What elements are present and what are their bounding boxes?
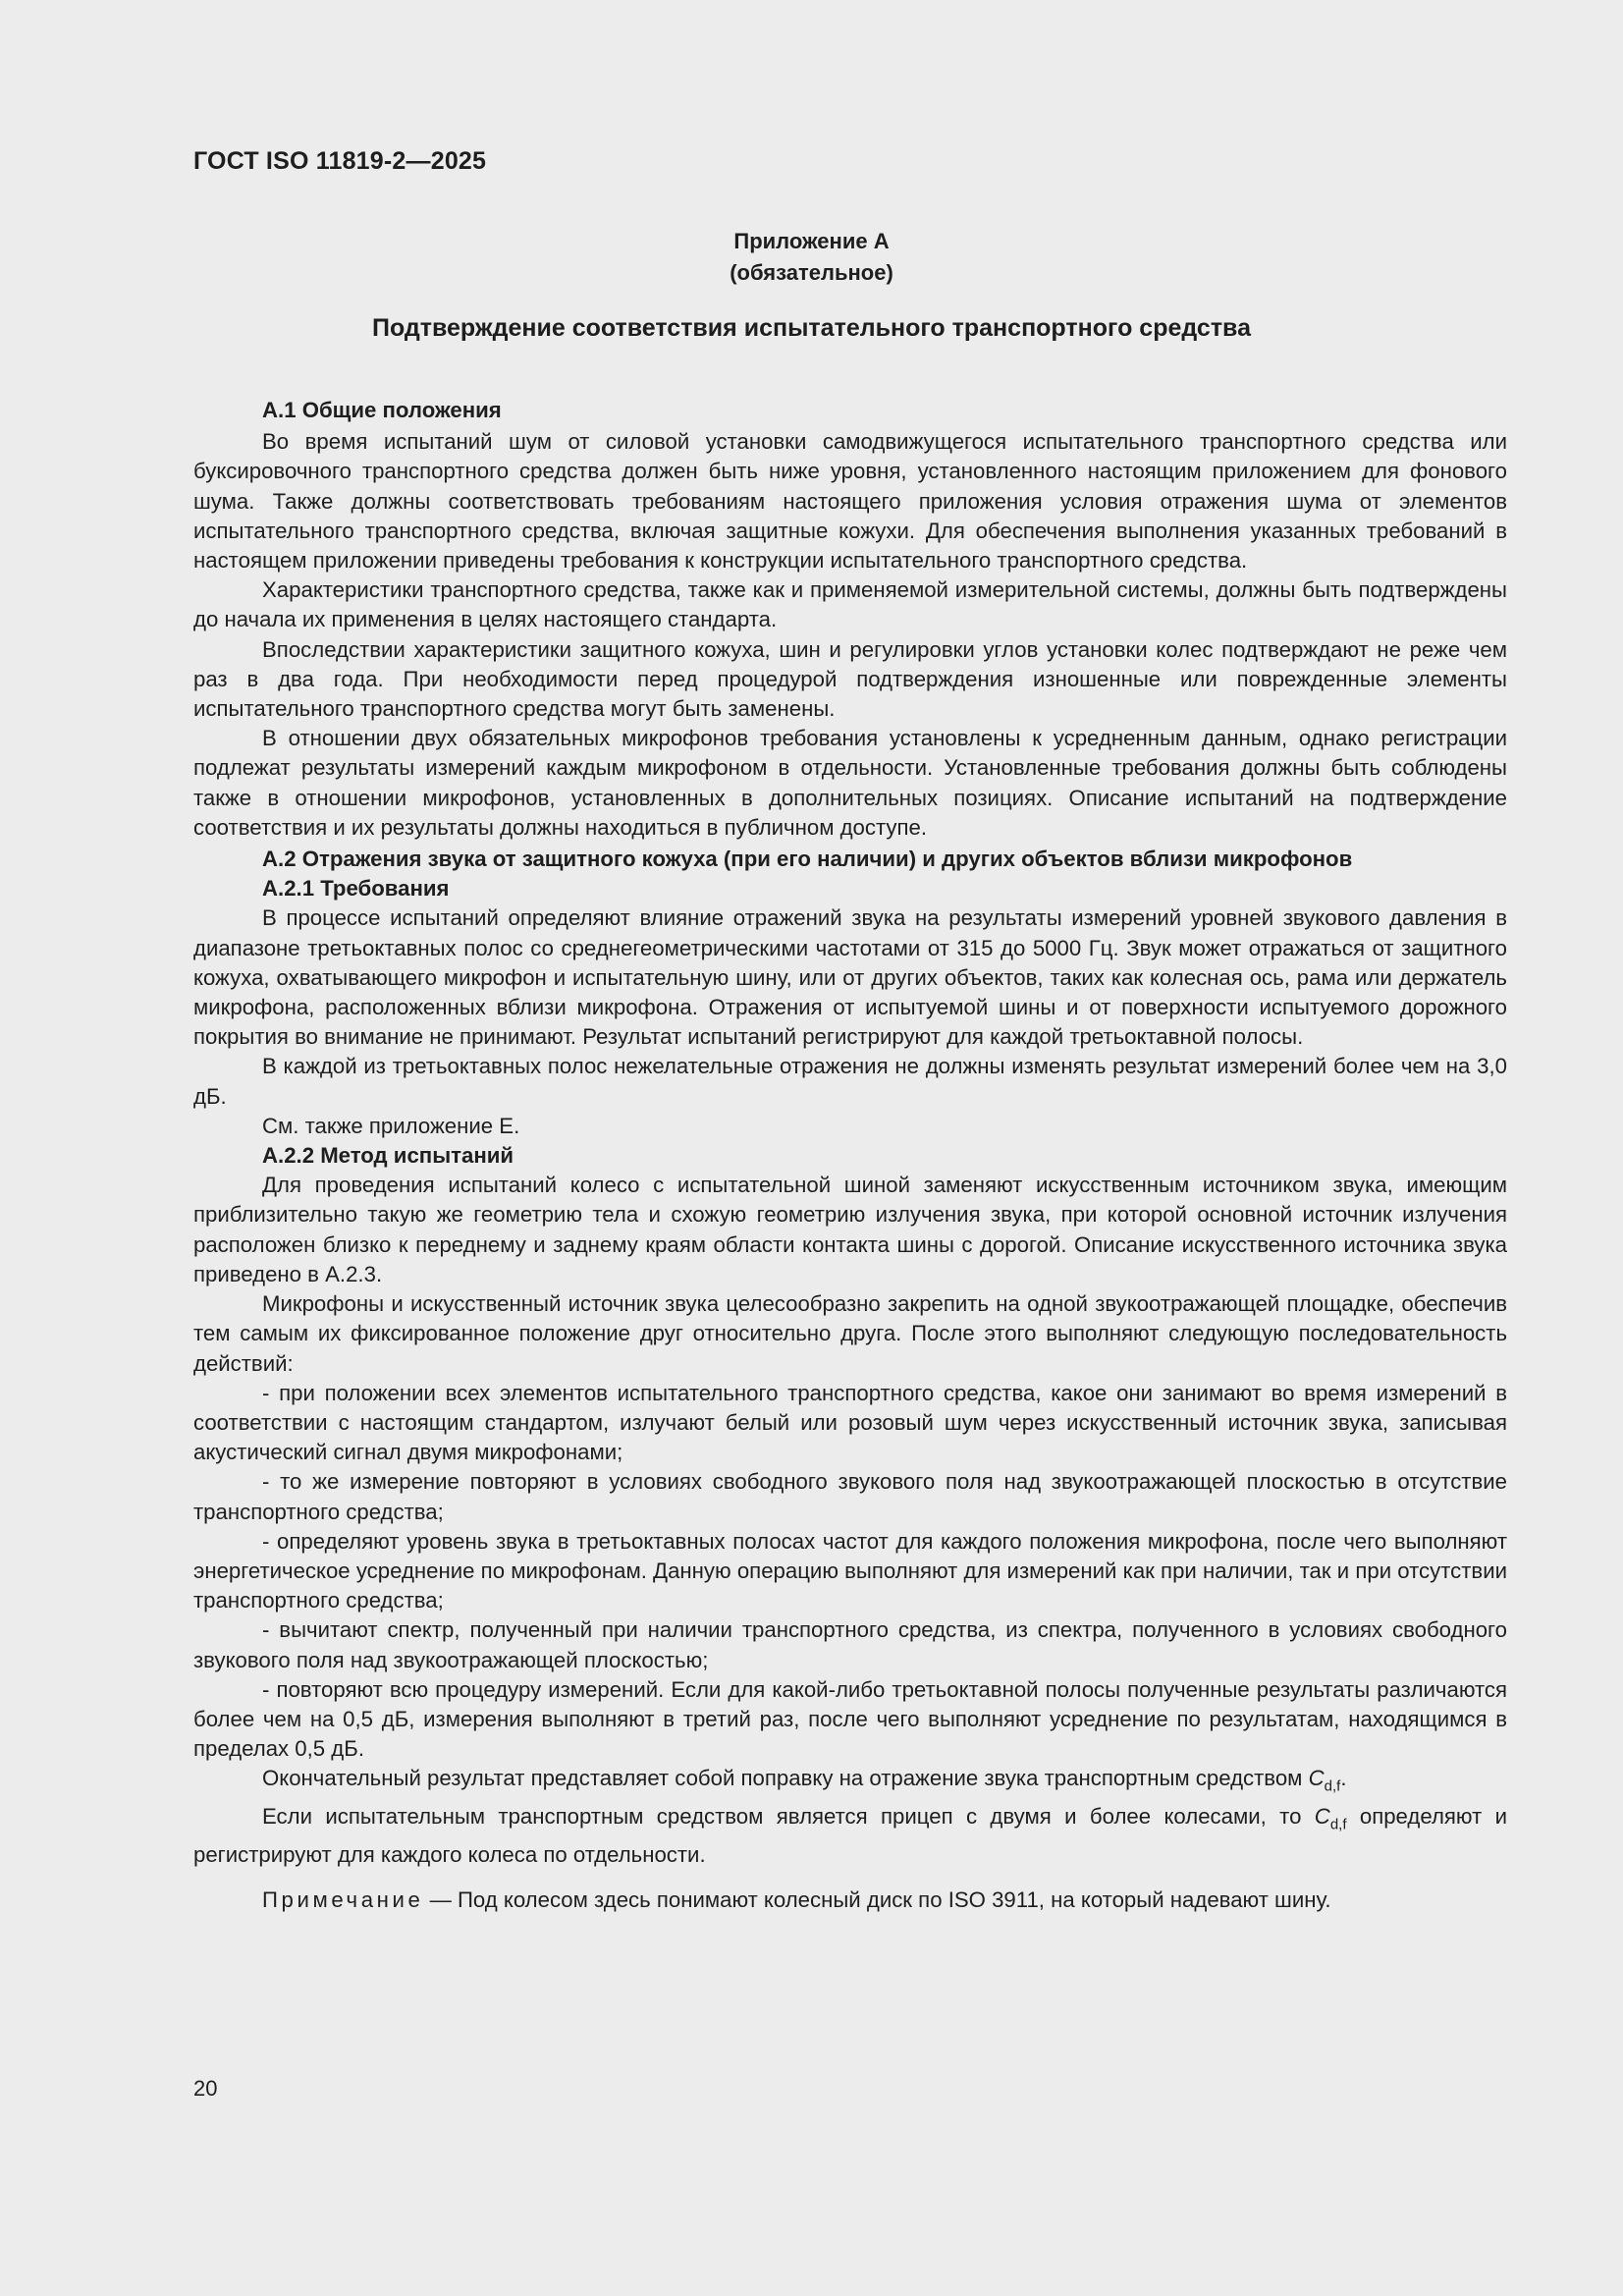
annex-title: Подтверждение соответствия испытательного транспортного средства	[371, 314, 1252, 342]
paragraph-trailer	[193, 1802, 1507, 1870]
annex-heading	[0, 226, 1623, 289]
paragraph: Характеристики транспортного средства, также как и применяемой измерительной системы, должны быть подтверждены до начала их применения в целях настоящего стандарта.	[193, 577, 1507, 632]
paragraph: Во время испытаний шум от силовой установки самодвижущегося испытательного транспортного средства или буксировочного транспортного средства должен быть ниже уровня, установленного настоящим приложением для фонового шума. Также должны соответствовать требованиям настоящего приложения условия отражения шума от элементов испытательного транспортного средства, включая защитные кожухи. Для обеспечения выполнения указанных требований в настоящем приложении приведены требования к конструкции испытательного транспортного средства.	[193, 429, 1507, 574]
formula-symbol: $C_{d,f}$	[1314, 1803, 1347, 1833]
list-item: - повторяют всю процедуру измерений. Если для какой-либо третьоктавной полосы полученные результаты различаются более чем на 0,5 дБ, измерения выполняют в третий раз, после чего выполняют усреднение по результатам, находящимся в пределах 0,5 дБ.	[193, 1676, 1507, 1762]
document-body	[193, 391, 1507, 1915]
list-item: - определяют уровень звука в третьоктавных полосах частот для каждого положения микрофона, после чего выполняют энергетическое усреднение по микрофонам. Данную операцию выполняют для измерений как при наличии, так и при отсутствии транспортного средства;	[193, 1528, 1507, 1613]
paragraph-final-result	[193, 1764, 1507, 1802]
paragraph: См. также приложение Е.	[262, 1113, 520, 1138]
section-heading-a1: А.1 Общие положения	[262, 398, 502, 422]
document-code: ГОСТ ISO 11819-2—2025	[193, 147, 487, 175]
text-run: определяют и регистрируют для каждого колеса по отдельности.	[193, 1803, 1507, 1867]
list-item: - то же измерение повторяют в условиях свободного звукового поля над звукоотражающей плоскостью в отсутствие транспортного средства;	[193, 1469, 1507, 1524]
subsection-heading-a21: А.2.1 Требования	[262, 876, 450, 902]
note	[193, 1886, 1507, 1915]
text-run: Окончательный результат представляет собой поправку на отражение звука транспортным средством	[262, 1766, 1309, 1791]
paragraph: Для проведения испытаний колесо с испытательной шиной заменяют искусственным источником звука, имеющим приблизительно такую же геометрию тела и схожую геометрию излучения звука, при которой основной источник излучения расположен близко к переднему и заднему краям области контакта шины с дорогой. Описание искусственного источника звука приведено в А.2.3.	[193, 1173, 1507, 1286]
list-item: - вычитают спектр, полученный при наличии транспортного средства, из спектра, полученного в условиях свободного звукового поля над звукоотражающей плоскостью;	[193, 1617, 1507, 1672]
paragraph: В каждой из третьоктавных полос нежелательные отражения не должны изменять результат измерений более чем на 3,0 дБ.	[193, 1054, 1507, 1109]
annex-status: (обязательное)	[730, 260, 893, 285]
note-text: — Под колесом здесь понимают колесный диск по ISO 3911, на который надевают шину.	[423, 1886, 1331, 1912]
text-run: .	[1340, 1766, 1347, 1791]
paragraph: Впоследствии характеристики защитного кожуха, шин и регулировки углов установки колес подтверждают не реже чем раз в два года. При необходимости перед процедурой подтверждения изношенные или поврежденные элементы испытательного транспортного средства могут быть заменены.	[193, 636, 1507, 722]
paragraph: Микрофоны и искусственный источник звука целесообразно закрепить на одной звукоотражающей площадке, обеспечив тем самым их фиксированное положение друг относительно друга. После этого выполняют следующую последовательность действий:	[193, 1291, 1507, 1376]
text-run: Если испытательным транспортным средством является прицеп с двумя и более колесами, то	[262, 1803, 1315, 1829]
annex-label: Приложение А	[733, 229, 890, 253]
list-item: - при положении всех элементов испытательного транспортного средства, какое они занимают во время измерений в соответствии с настоящим стандартом, излучают белый или розовый шум через искусственный источник звука, записывая акустический сигнал двумя микрофонами;	[193, 1380, 1507, 1465]
subsection-heading-a22: А.2.2 Метод испытаний	[262, 1143, 514, 1169]
note-label: Примечание	[262, 1886, 424, 1912]
formula-symbol: $C_{d,f}$	[1308, 1766, 1341, 1795]
paragraph: В процессе испытаний определяют влияние отражений звука на результаты измерений уровней звукового давления в диапазоне третьоктавных полос со среднегеометрическими частотами от 315 до 5000 Гц. Звук может отражаться от защитного кожуха, охватывающего микрофон и испытательную шину, или от других объектов, таких как колесная ось, рама или держатель микрофона, расположенных вблизи микрофона. Отражения от испытуемой шины и от поверхности испытуемого дорожного покрытия во внимание не принимают. Результат испытаний регистрируют для каждой третьоктавной полосы.	[193, 905, 1507, 1050]
paragraph: В отношении двух обязательных микрофонов требования установлены к усредненным данным, однако регистрации подлежат результаты измерений каждым микрофоном в отдельности. Установленные требования должны быть соблюдены также в отношении микрофонов, установленных в дополнительных позициях. Описание испытаний на подтверждение соответствия и их результаты должны находиться в публичном доступе.	[193, 726, 1507, 840]
page-number: 20	[193, 2076, 218, 2101]
section-heading-a2: А.2 Отражения звука от защитного кожуха (при его наличии) и других объектов вблизи микрофонов	[262, 847, 1353, 872]
